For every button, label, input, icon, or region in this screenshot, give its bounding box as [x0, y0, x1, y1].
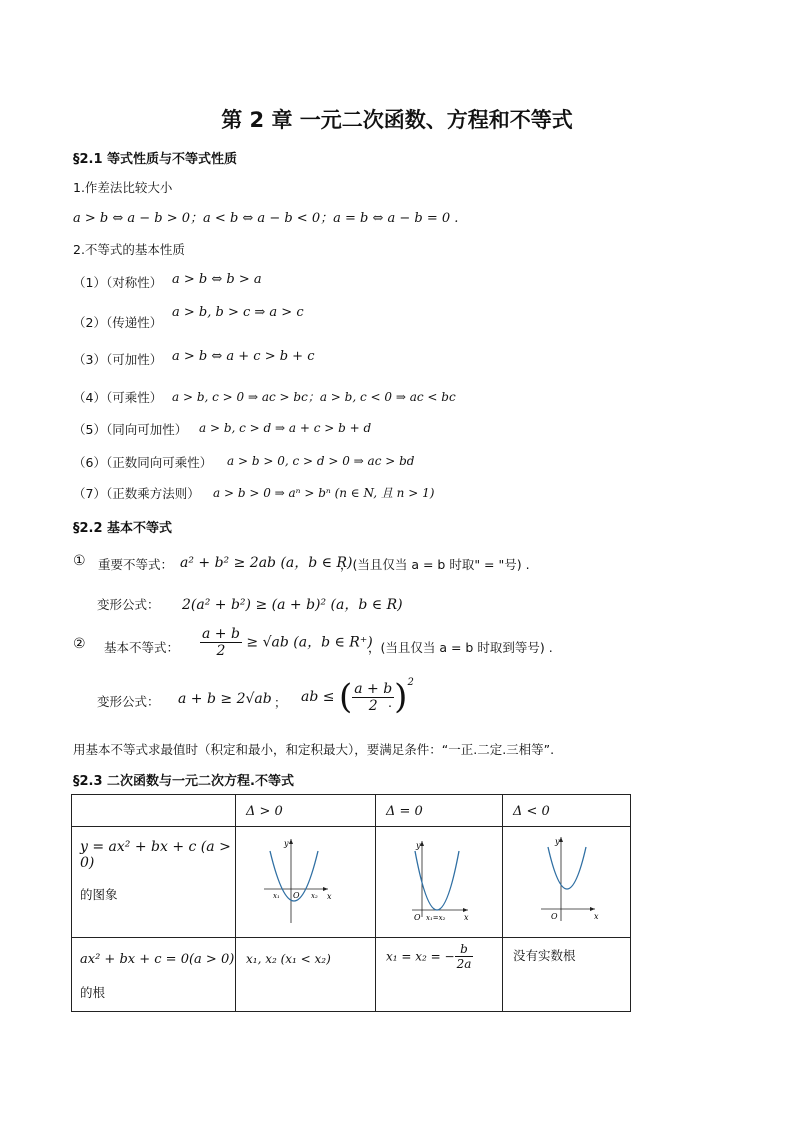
- variant2-numerator: a + b: [354, 680, 393, 697]
- item2-note: ，(当且仅当 a = b 时取到等号) .: [368, 640, 553, 655]
- graph-row-label-cell: [72, 827, 236, 938]
- summary-text: 用基本不等式求最值时（积定和最小，和定积最大），要满足条件：“一正.二定.三相等”.: [73, 742, 555, 757]
- roots-none: 没有实数根: [513, 948, 576, 963]
- prop-1-label: （1）（对称性）: [73, 275, 163, 290]
- variant2-denominator: 2: [368, 697, 378, 714]
- prop-5-label: （5）（同向可加性）: [73, 422, 188, 437]
- prop-2-formula: a > b, b > c ⇒ a > c: [172, 305, 304, 320]
- prop-2-label: （2）（传递性）: [73, 315, 163, 330]
- item1-label: 重要不等式：: [98, 557, 174, 572]
- y-axis-label: y: [284, 839, 289, 848]
- prop-5-formula: a > b, c > d ⇒ a + c > b + d: [199, 421, 372, 435]
- item2-label: 基本不等式：: [104, 640, 180, 655]
- variant1-label: 变形公式：: [97, 597, 160, 612]
- header-delta-zero: Δ = 0: [386, 804, 423, 819]
- graph-cell-zero: [376, 827, 503, 938]
- roots-double-denominator: 2a: [456, 957, 472, 971]
- roots-cell-neg: [503, 938, 631, 1012]
- prop-3-label: （3）（可加性）: [73, 352, 163, 367]
- roots-cell-pos: [236, 938, 376, 1012]
- table-header-row: [72, 795, 631, 827]
- roots-row-label-cell: [72, 938, 236, 1012]
- variant2-exponent: 2: [407, 677, 414, 688]
- row2-label: 的根: [80, 985, 106, 1000]
- origin-label: O: [293, 891, 300, 900]
- item2-rhs: ≥ √ab (a，b ∈ R⁺): [246, 634, 373, 651]
- table-row-roots: [72, 938, 631, 1012]
- variant2-label: 变形公式：: [97, 694, 160, 709]
- variant2-formula-b: ab ≤ ( $\frac{a + b}{2}$ )$^2$: [301, 677, 414, 717]
- parabola-one-root-graph: [376, 827, 502, 933]
- row1-formula: y = ax² + bx + c (a > 0): [80, 839, 231, 871]
- p1-formula: a > b ⇔ a − b > 0；a < b ⇔ a − b < 0；a = b ⇔ a − b = 0 .: [73, 211, 459, 226]
- quadratic-table: [71, 794, 631, 1012]
- y-axis-label-3: y: [555, 837, 560, 846]
- graph-cell-pos: [236, 827, 376, 938]
- table-row-graph: [72, 827, 631, 938]
- header-cell-zero: [376, 795, 503, 827]
- page-title: 第 2 章 一元二次函数、方程和不等式: [221, 108, 573, 132]
- row2-formula: ax² + bx + c = 0(a > 0): [80, 952, 235, 967]
- x-axis-label-2: x: [464, 913, 469, 922]
- variant1-formula: 2(a² + b²) ≥ (a + b)² (a，b ∈ R): [182, 597, 403, 613]
- double-root-label: x₁=x₂: [426, 914, 446, 922]
- item2-denominator: 2: [216, 643, 226, 659]
- graph-cell-neg: [503, 827, 631, 938]
- roots-double: [386, 942, 502, 971]
- row1-label: 的图象: [80, 887, 118, 902]
- parabola-no-root-graph: [503, 827, 630, 933]
- prop-7-label: （7）（正数乘方法则）: [73, 486, 200, 501]
- section-2-2-heading: §2.2 基本不等式: [73, 521, 173, 536]
- roots-two-distinct: x₁, x₂ (x₁ < x₂): [246, 952, 331, 966]
- roots-double-lhs: x₁ = x₂ = −: [386, 949, 455, 964]
- variant2-lhs: ab ≤: [301, 689, 335, 705]
- item1-note: ，(当且仅当 a = b 时取" = "号) .: [340, 557, 530, 572]
- prop-3-formula: a > b ⇔ a + c > b + c: [172, 349, 315, 364]
- prop-7-formula: a > b > 0 ⇒ aⁿ > bⁿ (n ∈ N, 且 n > 1): [213, 486, 435, 500]
- root-x1-label: x₁: [273, 892, 280, 900]
- p2-title: 2.不等式的基本性质: [73, 242, 185, 257]
- item2-mark: ②: [73, 636, 86, 652]
- y-axis-label-2: y: [416, 841, 421, 850]
- header-delta-pos: Δ > 0: [246, 804, 283, 819]
- origin-label-2: O: [414, 913, 421, 922]
- variant2-separator: ；: [274, 695, 287, 710]
- item1-mark: ①: [73, 553, 86, 569]
- header-cell-pos: [236, 795, 376, 827]
- prop-4-formula: a > b, c > 0 ⇒ ac > bc；a > b, c < 0 ⇒ ac < bc: [172, 390, 456, 404]
- header-empty-cell: [72, 795, 236, 827]
- x-axis-label: x: [327, 892, 332, 901]
- prop-1-formula: a > b ⇔ b > a: [172, 272, 262, 287]
- section-2-1-heading: §2.1 等式性质与不等式性质: [73, 152, 238, 167]
- origin-label-3: O: [551, 912, 558, 921]
- parabola-curve: [548, 847, 586, 889]
- roots-cell-zero: [376, 938, 503, 1012]
- item1-formula: a² + b² ≥ 2ab (a，b ∈ R): [180, 555, 353, 571]
- section-2-3-heading: §2.3 二次函数与一元二次方程.不等式: [73, 774, 294, 789]
- roots-double-numerator: b: [455, 942, 474, 957]
- prop-6-formula: a > b > 0, c > d > 0 ⇒ ac > bd: [227, 454, 415, 468]
- header-cell-neg: [503, 795, 631, 827]
- header-delta-neg: Δ < 0: [513, 804, 550, 819]
- item2-formula: [200, 626, 373, 659]
- variant2-formula-a: a + b ≥ 2√ab: [178, 691, 272, 707]
- p1-title: 1.作差法比较大小: [73, 180, 173, 195]
- root-x2-label: x₂: [311, 892, 318, 900]
- x-axis-label-3: x: [594, 912, 599, 921]
- item2-numerator: a + b: [202, 626, 240, 642]
- parabola-two-roots-graph: [236, 827, 375, 933]
- prop-4-label: （4）（可乘性）: [73, 390, 163, 405]
- prop-6-label: （6）（正数同向可乘性）: [73, 455, 213, 470]
